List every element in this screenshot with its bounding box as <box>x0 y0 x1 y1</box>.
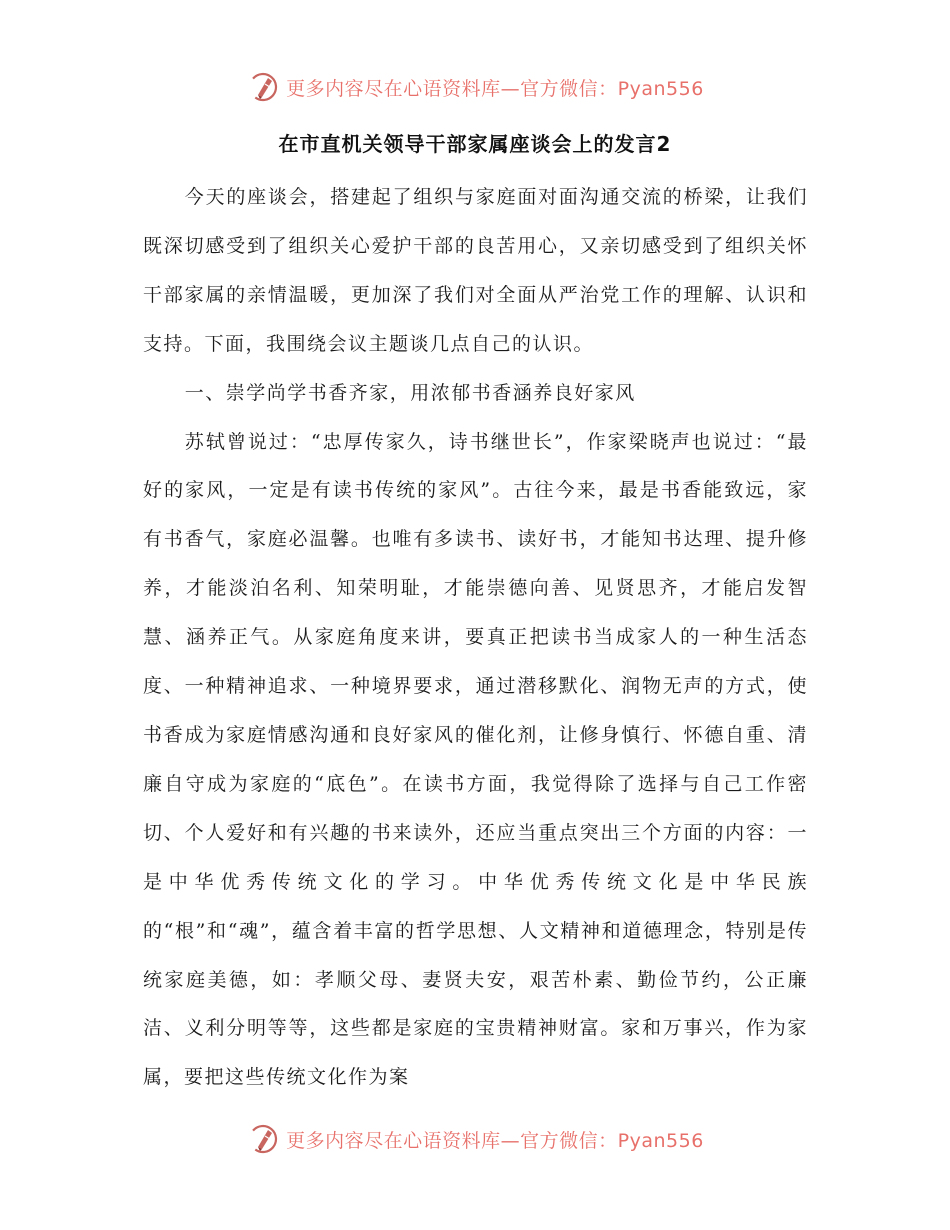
document-title: 在市直机关领导干部家属座谈会上的发言2 <box>278 132 672 156</box>
pen-nib-logo-icon <box>246 70 280 104</box>
paragraph: 苏轼曾说过：“忠厚传家久，诗书继世长”，作家梁晓声也说过：“最好的家风，一定是有读书传统的家风”。古往今来，最是书香能致远，家有书香气，家庭必温馨。也唯有多读书、读好书，才能知书达理、提升修养，才能淡泊名利、知荣明耻，才能崇德向善、见贤思齐，才能启发智慧、涵养正气。从家庭角度来讲，要真正把读书当成家人的一种生活态度、一种精神追求、一种境界要求，通过潜移默化、润物无声的方式，使书香成为家庭情感沟通和良好家风的催化剂，让修身慎行、怀德自重、清廉自守成为家庭的“底色”。在读书方面，我觉得除了选择与自己工作密切、个人爱好和有兴趣的书来读外，还应当重点突出三个方面的内容：一是中华优秀传统文化的学习。中华优秀传统文化是中华民族的“根”和“魂”，蕴含着丰富的哲学思想、人文精神和道德理念，特别是传统家庭美德，如：孝顺父母、妻贤夫安，艰苦朴素、勤俭节约，公正廉洁、义利分明等等，这些都是家庭的宝贵精神财富。家和万事兴，作为家属，要把这些传统文化作为案 <box>143 430 808 1089</box>
banner-text: 更多内容尽在心语资料库—官方微信：Pyan556 <box>286 77 704 100</box>
document-body <box>143 173 808 1102</box>
paragraph: 今天的座谈会，搭建起了组织与家庭面对面沟通交流的桥梁，让我们既深切感受到了组织关心爱护干部的良苦用心，又亲切感受到了组织关怀干部家属的亲情温暖，更加深了我们对全面从严治党工作的理解、认识和支持。下面，我围绕会议主题谈几点自己的认识。 <box>143 186 808 355</box>
section-heading: 一、崇学尚学书香齐家，用浓郁书香涵养良好家风 <box>184 381 636 404</box>
header-banner <box>0 70 950 104</box>
pen-nib-logo-icon <box>246 1122 280 1156</box>
footer-banner <box>0 1122 950 1156</box>
banner-text: 更多内容尽在心语资料库—官方微信：Pyan556 <box>286 1129 704 1152</box>
